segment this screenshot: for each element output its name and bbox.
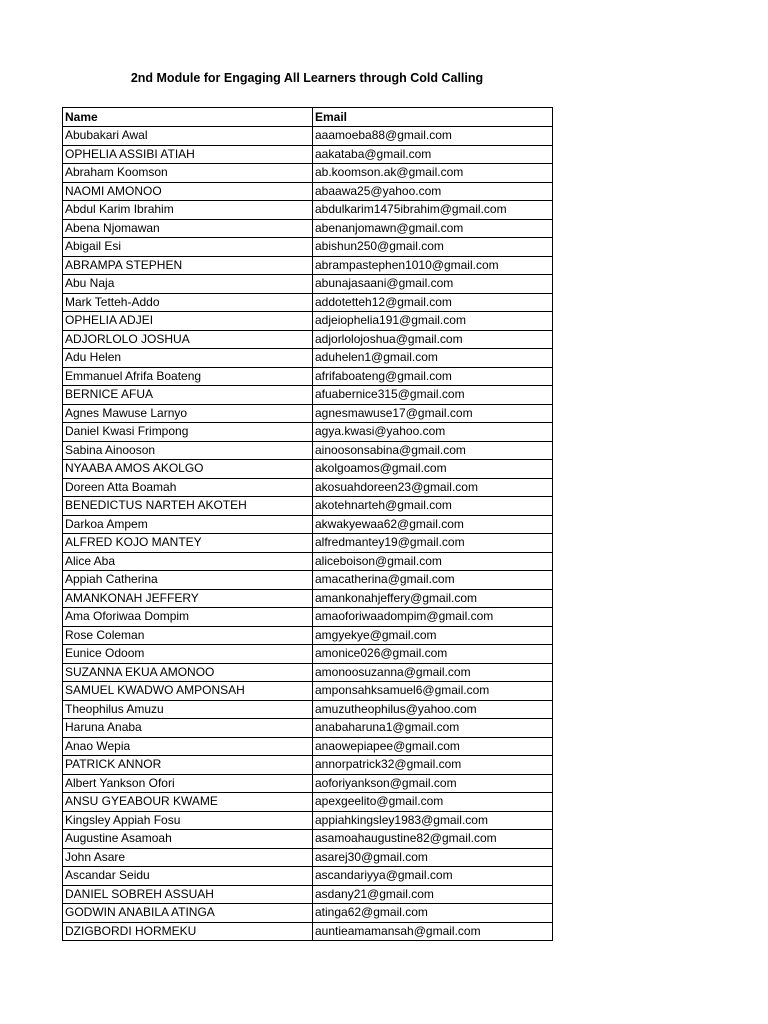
table-row bbox=[63, 719, 553, 738]
table-row bbox=[63, 589, 553, 608]
learner-email-cell: ascandariyya@gmail.com bbox=[313, 867, 553, 886]
learner-name-cell: NAOMI AMONOO bbox=[63, 182, 313, 201]
learner-email-cell: atinga62@gmail.com bbox=[313, 904, 553, 923]
table-row bbox=[63, 256, 553, 275]
learner-email-cell: asarej30@gmail.com bbox=[313, 848, 553, 867]
table-row bbox=[63, 164, 553, 183]
table-row bbox=[63, 182, 553, 201]
learner-email-cell: annorpatrick32@gmail.com bbox=[313, 756, 553, 775]
learner-name-cell: Abdul Karim Ibrahim bbox=[63, 201, 313, 220]
learner-name-cell: Emmanuel Afrifa Boateng bbox=[63, 367, 313, 386]
learner-email-cell: abaawa25@yahoo.com bbox=[313, 182, 553, 201]
table-header-row bbox=[63, 108, 553, 127]
learner-name-cell: Augustine Asamoah bbox=[63, 830, 313, 849]
learner-name-cell: Daniel Kwasi Frimpong bbox=[63, 423, 313, 442]
learner-email-cell: ainoosonsabina@gmail.com bbox=[313, 441, 553, 460]
learner-name-cell: Theophilus Amuzu bbox=[63, 700, 313, 719]
learner-name-cell: Anao Wepia bbox=[63, 737, 313, 756]
table-row bbox=[63, 700, 553, 719]
learner-name-cell: Mark Tetteh-Addo bbox=[63, 293, 313, 312]
learner-name-cell: Doreen Atta Boamah bbox=[63, 478, 313, 497]
learner-email-cell: abdulkarim1475ibrahim@gmail.com bbox=[313, 201, 553, 220]
learner-email-cell: aakataba@gmail.com bbox=[313, 145, 553, 164]
learner-name-cell: GODWIN ANABILA ATINGA bbox=[63, 904, 313, 923]
learner-email-cell: abrampastephen1010@gmail.com bbox=[313, 256, 553, 275]
learner-name-cell: BENEDICTUS NARTEH AKOTEH bbox=[63, 497, 313, 516]
table-row bbox=[63, 386, 553, 405]
learner-email-cell: amuzutheophilus@yahoo.com bbox=[313, 700, 553, 719]
learners-table bbox=[62, 107, 553, 941]
email-column-header: Email bbox=[313, 108, 553, 127]
learner-email-cell: akwakyewaa62@gmail.com bbox=[313, 515, 553, 534]
table-row bbox=[63, 275, 553, 294]
learner-email-cell: abishun250@gmail.com bbox=[313, 238, 553, 257]
learner-email-cell: anaowepiapee@gmail.com bbox=[313, 737, 553, 756]
table-row bbox=[63, 460, 553, 479]
learner-email-cell: aoforiyankson@gmail.com bbox=[313, 774, 553, 793]
learner-name-cell: SAMUEL KWADWO AMPONSAH bbox=[63, 682, 313, 701]
learner-name-cell: John Asare bbox=[63, 848, 313, 867]
table-row bbox=[63, 922, 553, 941]
learner-email-cell: aduhelen1@gmail.com bbox=[313, 349, 553, 368]
learner-name-cell: Sabina Ainooson bbox=[63, 441, 313, 460]
table-row bbox=[63, 904, 553, 923]
learner-name-cell: Abraham Koomson bbox=[63, 164, 313, 183]
learner-email-cell: akosuahdoreen23@gmail.com bbox=[313, 478, 553, 497]
learner-name-cell: BERNICE AFUA bbox=[63, 386, 313, 405]
learner-name-cell: OPHELIA ASSIBI ATIAH bbox=[63, 145, 313, 164]
learner-name-cell: SUZANNA EKUA AMONOO bbox=[63, 663, 313, 682]
document-title: 2nd Module for Engaging All Learners through Cold Calling bbox=[130, 71, 484, 85]
table-row bbox=[63, 201, 553, 220]
table-row bbox=[63, 145, 553, 164]
table-row bbox=[63, 349, 553, 368]
table-row bbox=[63, 793, 553, 812]
table-row bbox=[63, 885, 553, 904]
table-row bbox=[63, 774, 553, 793]
name-column-header: Name bbox=[63, 108, 313, 127]
learner-email-cell: amonice026@gmail.com bbox=[313, 645, 553, 664]
learner-email-cell: adjorlolojoshua@gmail.com bbox=[313, 330, 553, 349]
table-row bbox=[63, 293, 553, 312]
table-row bbox=[63, 737, 553, 756]
table-row bbox=[63, 682, 553, 701]
learner-name-cell: Abigail Esi bbox=[63, 238, 313, 257]
learner-email-cell: akotehnarteh@gmail.com bbox=[313, 497, 553, 516]
learner-name-cell: ADJORLOLO JOSHUA bbox=[63, 330, 313, 349]
learner-name-cell: PATRICK ANNOR bbox=[63, 756, 313, 775]
table-row bbox=[63, 478, 553, 497]
learner-email-cell: abenanjomawn@gmail.com bbox=[313, 219, 553, 238]
learner-email-cell: aaamoeba88@gmail.com bbox=[313, 127, 553, 146]
learner-email-cell: adjeiophelia191@gmail.com bbox=[313, 312, 553, 331]
learner-email-cell: alfredmantey19@gmail.com bbox=[313, 534, 553, 553]
table-row bbox=[63, 127, 553, 146]
table-row bbox=[63, 830, 553, 849]
table-row bbox=[63, 497, 553, 516]
learner-name-cell: Albert Yankson Ofori bbox=[63, 774, 313, 793]
table-row bbox=[63, 238, 553, 257]
learner-email-cell: agya.kwasi@yahoo.com bbox=[313, 423, 553, 442]
learner-name-cell: DZIGBORDI HORMEKU bbox=[63, 922, 313, 941]
learner-name-cell: DANIEL SOBREH ASSUAH bbox=[63, 885, 313, 904]
table-row bbox=[63, 367, 553, 386]
table-row bbox=[63, 811, 553, 830]
table-row bbox=[63, 848, 553, 867]
table-row bbox=[63, 663, 553, 682]
table-row bbox=[63, 423, 553, 442]
learner-name-cell: Ama Oforiwaa Dompim bbox=[63, 608, 313, 627]
learner-email-cell: amonoosuzanna@gmail.com bbox=[313, 663, 553, 682]
learner-email-cell: akolgoamos@gmail.com bbox=[313, 460, 553, 479]
learner-email-cell: abunajasaani@gmail.com bbox=[313, 275, 553, 294]
learner-name-cell: Darkoa Ampem bbox=[63, 515, 313, 534]
learner-email-cell: appiahkingsley1983@gmail.com bbox=[313, 811, 553, 830]
learner-name-cell: Haruna Anaba bbox=[63, 719, 313, 738]
learner-email-cell: amponsahksamuel6@gmail.com bbox=[313, 682, 553, 701]
learner-email-cell: amaoforiwaadompim@gmail.com bbox=[313, 608, 553, 627]
learner-email-cell: afrifaboateng@gmail.com bbox=[313, 367, 553, 386]
learner-name-cell: NYAABA AMOS AKOLGO bbox=[63, 460, 313, 479]
learner-email-cell: aliceboison@gmail.com bbox=[313, 552, 553, 571]
table-row bbox=[63, 645, 553, 664]
table-row bbox=[63, 756, 553, 775]
learner-email-cell: agnesmawuse17@gmail.com bbox=[313, 404, 553, 423]
table-row bbox=[63, 867, 553, 886]
learner-email-cell: addotetteh12@gmail.com bbox=[313, 293, 553, 312]
learner-name-cell: Agnes Mawuse Larnyo bbox=[63, 404, 313, 423]
learner-name-cell: ABRAMPA STEPHEN bbox=[63, 256, 313, 275]
table-row bbox=[63, 608, 553, 627]
learner-email-cell: asdany21@gmail.com bbox=[313, 885, 553, 904]
table-row bbox=[63, 441, 553, 460]
learner-name-cell: Eunice Odoom bbox=[63, 645, 313, 664]
learner-email-cell: amgyekye@gmail.com bbox=[313, 626, 553, 645]
learner-name-cell: Abu Naja bbox=[63, 275, 313, 294]
learner-name-cell: ANSU GYEABOUR KWAME bbox=[63, 793, 313, 812]
learner-email-cell: asamoahaugustine82@gmail.com bbox=[313, 830, 553, 849]
table-row bbox=[63, 330, 553, 349]
learner-name-cell: Kingsley Appiah Fosu bbox=[63, 811, 313, 830]
table-row bbox=[63, 312, 553, 331]
learner-email-cell: amankonahjeffery@gmail.com bbox=[313, 589, 553, 608]
learners-table-body bbox=[63, 127, 553, 941]
learner-name-cell: Alice Aba bbox=[63, 552, 313, 571]
learner-email-cell: amacatherina@gmail.com bbox=[313, 571, 553, 590]
table-row bbox=[63, 552, 553, 571]
table-row bbox=[63, 626, 553, 645]
table-row bbox=[63, 534, 553, 553]
learner-name-cell: OPHELIA ADJEI bbox=[63, 312, 313, 331]
table-row bbox=[63, 515, 553, 534]
learner-name-cell: Ascandar Seidu bbox=[63, 867, 313, 886]
learner-email-cell: apexgeelito@gmail.com bbox=[313, 793, 553, 812]
learner-name-cell: Rose Coleman bbox=[63, 626, 313, 645]
learner-email-cell: ab.koomson.ak@gmail.com bbox=[313, 164, 553, 183]
learner-name-cell: AMANKONAH JEFFERY bbox=[63, 589, 313, 608]
table-row bbox=[63, 404, 553, 423]
learner-email-cell: auntieamamansah@gmail.com bbox=[313, 922, 553, 941]
learner-name-cell: Adu Helen bbox=[63, 349, 313, 368]
table-row bbox=[63, 571, 553, 590]
table-row bbox=[63, 219, 553, 238]
learner-name-cell: Abena Njomawan bbox=[63, 219, 313, 238]
learner-email-cell: afuabernice315@gmail.com bbox=[313, 386, 553, 405]
learner-name-cell: Abubakari Awal bbox=[63, 127, 313, 146]
learner-name-cell: ALFRED KOJO MANTEY bbox=[63, 534, 313, 553]
learner-email-cell: anabaharuna1@gmail.com bbox=[313, 719, 553, 738]
learner-name-cell: Appiah Catherina bbox=[63, 571, 313, 590]
